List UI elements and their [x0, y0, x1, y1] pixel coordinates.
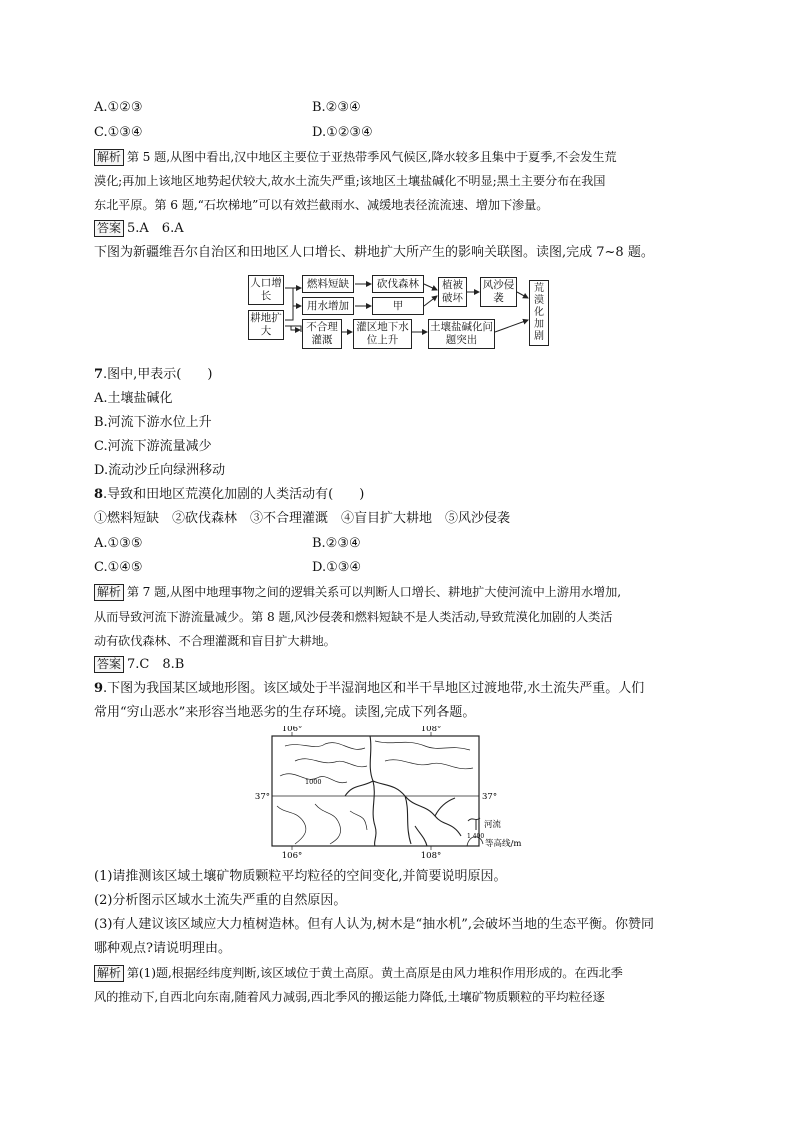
q7-option-d: D.流动沙丘向绿洲移动 [94, 463, 226, 478]
analysis-tag: 解析 [94, 584, 124, 601]
answer-tag: 答案 [94, 656, 124, 673]
q8-option-row-2 [94, 559, 362, 577]
q6-option-row-1 [94, 99, 361, 117]
answer-5-6: 答案 5.A 6.A [94, 220, 184, 238]
q9-sub-3-cont: 哪种观点?请说明理由。 [94, 941, 231, 956]
legend-contour-label: 等高线/m [485, 839, 522, 849]
q7-option-c: C.河流下游流量减少 [94, 439, 212, 454]
q7-stem: 7.图中,甲表示( ) [94, 367, 213, 382]
flow-diagram [245, 270, 550, 352]
analysis-5-6-line-2: 漠化;再加上该地区地势起伏较大,故水土流失严重;该地区土壤盐碱化不明显;黑土主要分布在我国 [94, 174, 606, 188]
q9-sub-3: (3)有人建议该区域应大力植树造林。但有人认为,树木是“抽水机”,会破坏当地的生态平衡。你赞同 [94, 917, 654, 932]
lon-right-bottom: 108° [420, 851, 442, 858]
lon-left-bottom: 106° [281, 851, 303, 858]
q8-option-c: C.①④⑤ [94, 560, 143, 575]
contour-label-1000: 1000 [305, 778, 322, 786]
box-fuel-shortage: 燃料短缺 [302, 275, 354, 293]
q9-sub-1: (1)请推测该区域土壤矿物质颗粒平均粒径的空间变化,并简要说明原因。 [94, 869, 507, 884]
q9-stem-line-2: 常用“穷山恶水”来形容当地恶劣的生存环境。读图,完成下列各题。 [94, 705, 476, 720]
analysis-7-8-line-1: 解析 第 7 题,从图中地理事物之间的逻辑关系可以判断人口增长、耕地扩大使河流中上游用水增加, [94, 583, 621, 601]
q6-option-b: B.②③④ [312, 100, 361, 115]
q8-option-b: B.②③④ [312, 536, 361, 551]
q6-option-row-2 [94, 124, 373, 142]
analysis-7-8-line-2: 从而导致河流下游流量减少。第 8 题,风沙侵袭和燃料短缺不是人类活动,导致荒漠化加剧的人类活 [94, 610, 613, 624]
q7-option-a: A.土壤盐碱化 [94, 391, 173, 406]
terrain-map-svg [255, 726, 540, 858]
intro-7-8: 下图为新疆维吾尔自治区和田地区人口增长、耕地扩大所产生的影响关联图。读图,完成 7~8 题。 [94, 245, 654, 260]
analysis-9-line-2: 风的推动下,自西北向东南,随着风力减弱,西北季风的搬运能力降低,土壤矿物质颗粒的平均粒径逐 [94, 990, 605, 1004]
q7-number: 7 [94, 367, 104, 382]
box-population: 人口增长 [248, 275, 284, 305]
box-deforestation: 砍伐森林 [372, 275, 424, 293]
lon-left-top: 106° [281, 726, 303, 734]
q8-number: 8 [94, 487, 104, 502]
q9-sub-2: (2)分析图示区域水土流失严重的自然原因。 [94, 893, 347, 908]
q6-option-a: A.①②③ [94, 100, 143, 115]
box-vegetation-damage: 植被破坏 [438, 277, 467, 307]
q8-option-a: A.①③⑤ [94, 536, 143, 551]
box-sand-invasion: 风沙侵袭 [480, 277, 517, 307]
q6-option-d: D.①②③④ [312, 125, 373, 140]
q8-stem: 8.导致和田地区荒漠化加剧的人类活动有( ) [94, 487, 365, 502]
q9-stem-line-1: 9.下图为我国某区域地形图。该区域处于半湿润地区和半干旱地区过渡地带,水土流失严重。人们 [94, 681, 645, 696]
lon-right-top: 108° [420, 726, 442, 734]
analysis-7-8-line-3: 动有砍伐森林、不合理灌溉和盲目扩大耕地。 [94, 634, 336, 648]
answer-tag: 答案 [94, 220, 124, 237]
box-jia: 甲 [372, 297, 424, 315]
analysis-tag: 解析 [94, 149, 124, 166]
box-water-use: 用水增加 [302, 297, 354, 315]
q8-option-row-1 [94, 535, 361, 553]
box-farmland: 耕地扩大 [248, 310, 284, 340]
legend-river-label: 河流 [484, 820, 502, 830]
box-groundwater: 灌区地下水位上升 [353, 319, 412, 349]
q8-items: ①燃料短缺 ②砍伐森林 ③不合理灌溉 ④盲目扩大耕地 ⑤风沙侵袭 [94, 511, 511, 526]
q8-option-d: D.①③④ [312, 560, 362, 575]
box-desertification: 荒漠化加剧 [529, 280, 549, 346]
analysis-5-6-line-1: 解析 第 5 题,从图中看出,汉中地区主要位于亚热带季风气候区,降水较多且集中于夏季,不会发生荒 [94, 148, 616, 166]
lat-left: 37° [255, 792, 270, 802]
analysis-tag: 解析 [94, 965, 124, 982]
q9-number: 9 [94, 681, 104, 696]
legend-contour-value: 1 400 [467, 833, 485, 840]
terrain-map [255, 726, 540, 858]
lat-right: 37° [482, 792, 498, 802]
analysis-5-6-line-3: 东北平原。第 6 题,“石坎梯地”可以有效拦截雨水、减缓地表径流流速、增加下渗量。 [94, 198, 549, 212]
box-salinization: 土壤盐碱化问题突出 [428, 319, 495, 349]
q7-option-b: B.河流下游水位上升 [94, 415, 212, 430]
answer-7-8: 答案 7.C 8.B [94, 656, 184, 674]
box-irrigation: 不合理灌溉 [302, 319, 342, 349]
q6-option-c: C.①③④ [94, 125, 143, 140]
analysis-9-line-1: 解析 第(1)题,根据经纬度判断,该区域位于黄土高原。黄土高原是由风力堆积作用形成的。在西北季 [94, 964, 623, 982]
